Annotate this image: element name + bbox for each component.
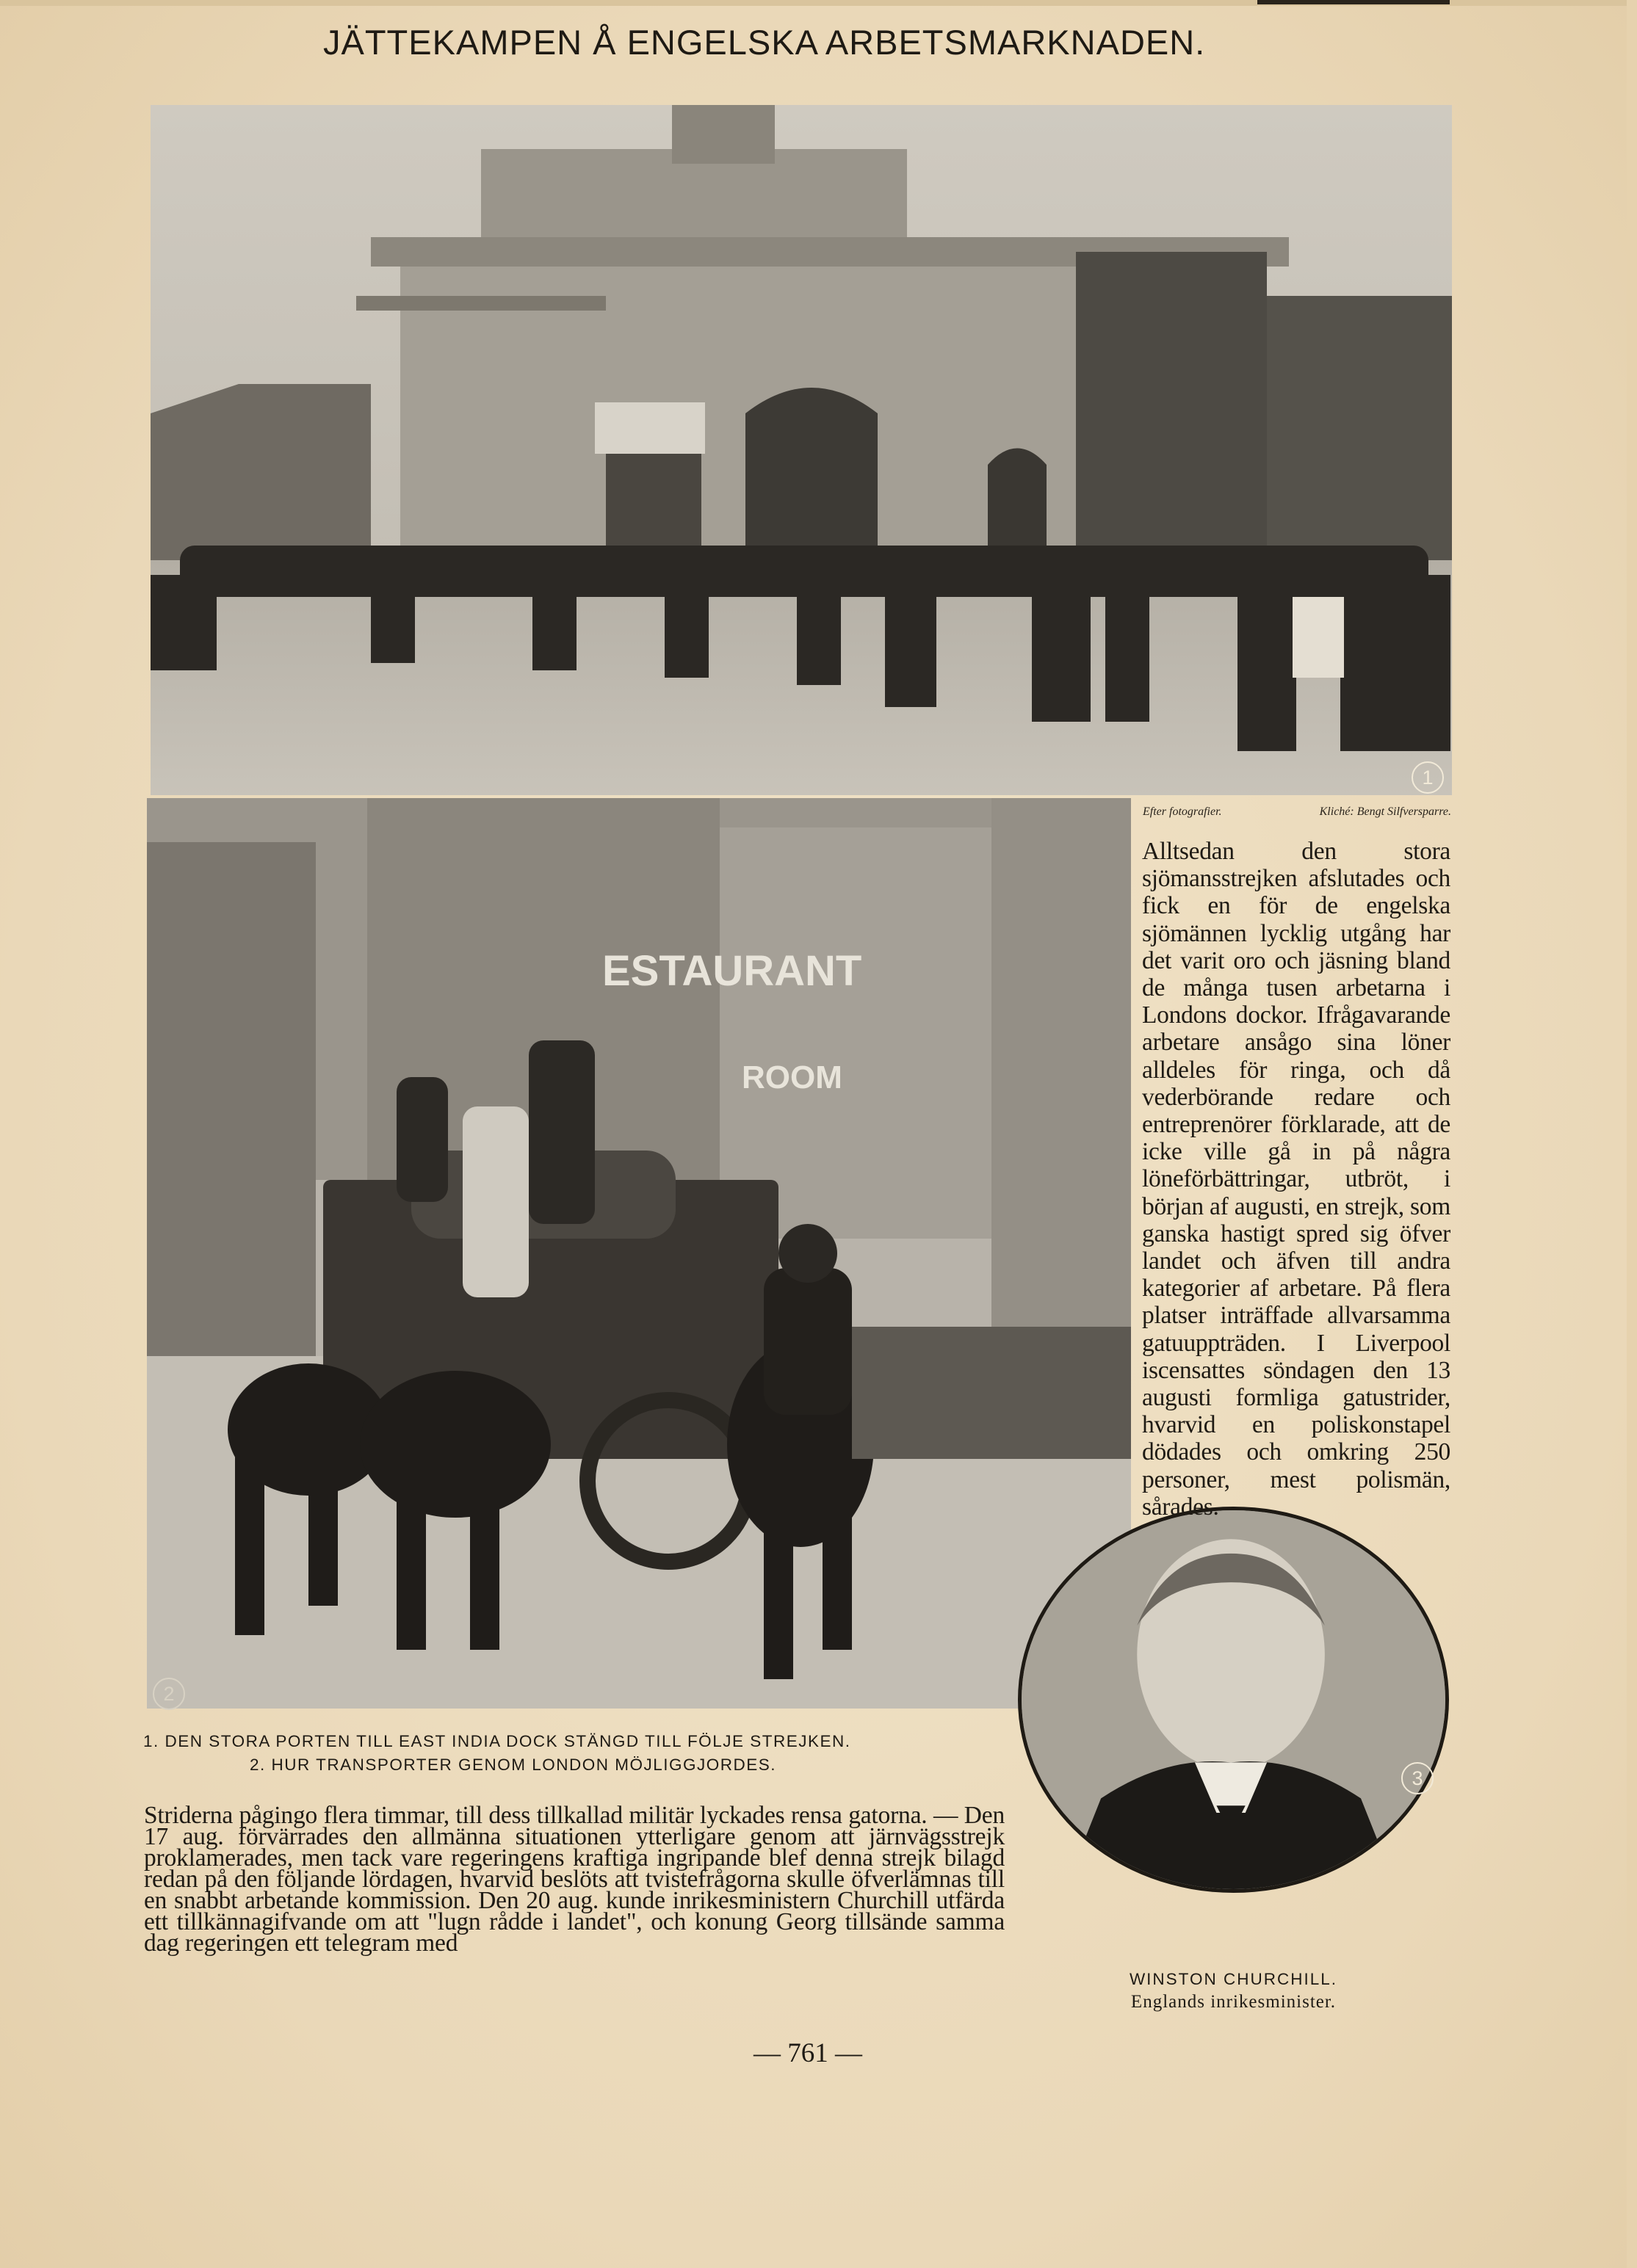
- transport-illustration: [147, 798, 1131, 1709]
- portrait-title: Englands inrikesminister.: [1130, 1992, 1337, 2012]
- portrait-caption: [1018, 1970, 1449, 2012]
- body-paragraph: Striderna pågingo flera timmar, till dess tillkallad militär lyckades rensa gatorna. — Den 17 aug. förvärrades den allmänna situationen ytterligare genom att järnvägsstrejk proklamerades, men tack vare regeringens kraftiga ingripande blef denna strejk bilagd redan på den följande lördagen, hvarvid beslöts att tvistefrågorna skulle öfverlämnas till en snabbt arbetande kommission. Den 20 aug. kunde inrikesministern Churchill utfärda ett tillkännagifvande om att "lugn rådde i landet", och konung Georg tillsände samma dag regeringen ett telegram med: [144, 1802, 1005, 1957]
- page-header: JÄTTEKAMPEN Å ENGELSKA ARBETSMARKNADEN.: [323, 23, 1206, 62]
- photo-transport: [147, 798, 1131, 1709]
- photo-number-3: 3: [1401, 1762, 1434, 1794]
- article-body: [144, 1802, 1005, 1957]
- corner-rule: [1257, 0, 1450, 4]
- credit-engraver: Kliché: Bengt Silfversparre.: [1319, 805, 1451, 818]
- page-number: — 761 —: [754, 2038, 862, 2068]
- photo-dock-gate: [151, 105, 1452, 795]
- page-edge-right: [1627, 0, 1637, 2268]
- article-right-column: [1142, 838, 1450, 1521]
- portrait-illustration: [1022, 1510, 1445, 1889]
- photo-credits: [1143, 805, 1451, 819]
- photo-number-1: 1: [1412, 761, 1444, 794]
- room-sign: ROOM: [742, 1059, 842, 1095]
- credit-photographer: Efter fotografier.: [1143, 805, 1222, 818]
- dock-gate-illustration: [151, 105, 1452, 795]
- restaurant-sign: ESTAURANT: [602, 947, 862, 995]
- portrait-name: WINSTON CHURCHILL.: [1129, 1970, 1338, 1988]
- caption-photo-1: 1. DEN STORA PORTEN TILL EAST INDIA DOCK STÄNGD TILL FÖLJE STREJKEN.: [143, 1732, 851, 1750]
- caption-photo-2: 2. HUR TRANSPORTER GENOM LONDON MÖJLIGGJORDES.: [250, 1756, 777, 1774]
- photo-number-2: 2: [153, 1678, 185, 1710]
- photo-portrait-churchill: [1018, 1507, 1449, 1893]
- right-column-paragraph: Alltsedan den stora sjömansstrejken afslutades och fick en för de engelska sjömännen lycklig utgång har det varit oro och jäsning bland de många tusen arbetarna i Londons dockor. Ifrågavarande arbetare ansågo sina löner alldeles för ringa, och då vederbörande redare och entreprenörer förklarade, att de icke ville gå in på några löneförbättringar, utbröt, i början af augusti, en strejk, som ganska hastigt spred sig öfver landet och äfven till andra kategorier af arbetare. På flera platser inträffade allvarsamma gatuuppträden. I Liverpool iscensattes söndagen den 13 augusti formliga gatustrider, hvarvid en poliskonstapel dödades och omkring 250 personer, mest polismän, sårades.: [1142, 838, 1450, 1521]
- photo-captions: [143, 1730, 1025, 1777]
